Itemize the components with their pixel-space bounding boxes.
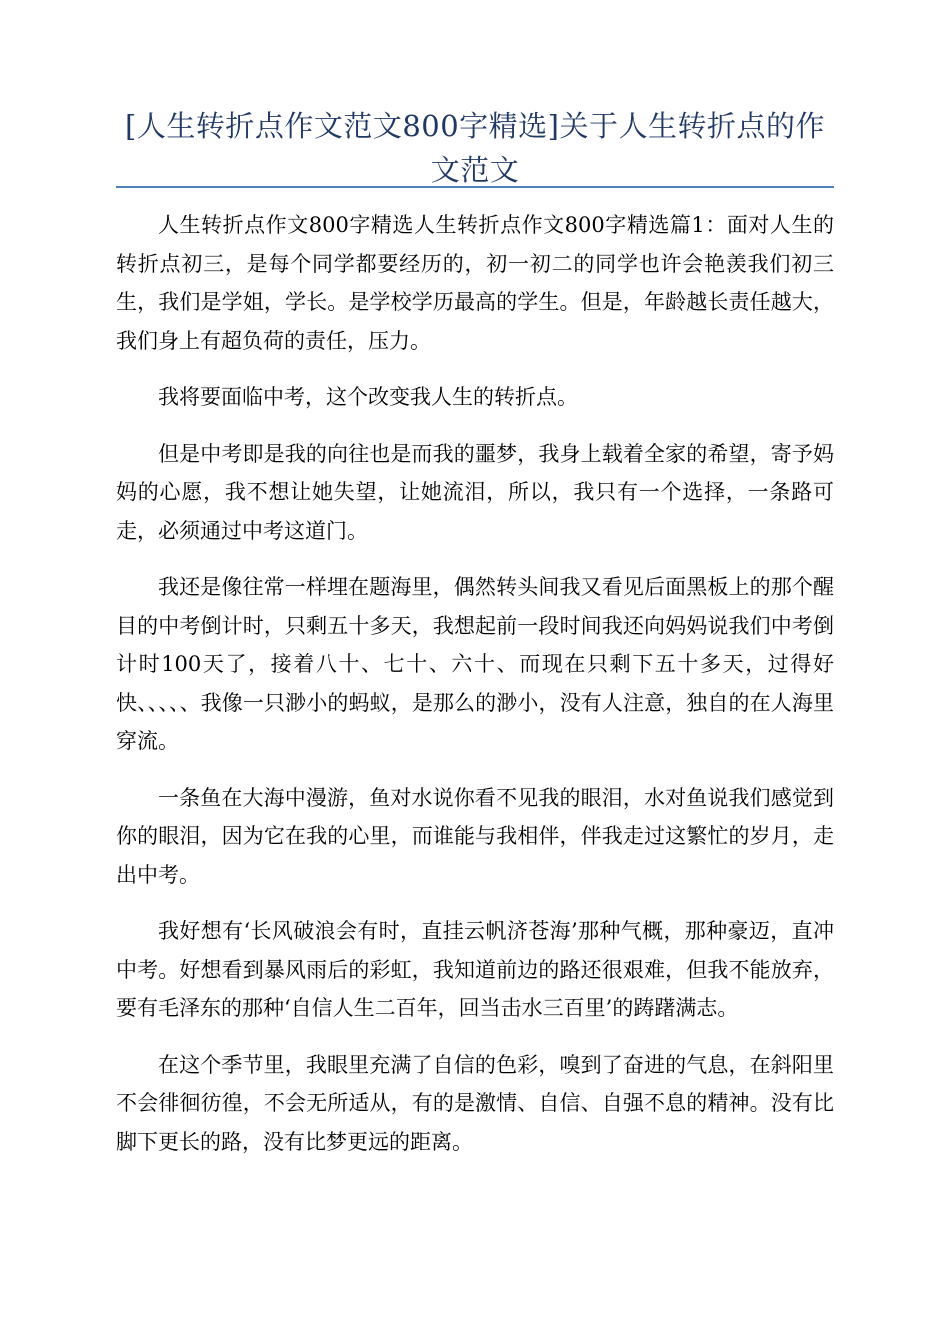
paragraph-4: 我还是像往常一样埋在题海里，偶然转头间我又看见后面黑板上的那个醒目的中考倒计时，只剩五十多天，我想起前一段时间我还向妈妈说我们中考倒计时100天了，接着八十、七十、六十、而现在只剩下五十多天，过得好快、、、、、我像一只渺小的蚂蚁，是那么的渺小，没有人注意，独自的在人海里穿流。 — [116, 575, 834, 753]
paragraph-2: 我将要面临中考，这个改变我人生的转折点。 — [158, 385, 578, 409]
paragraph-7: 在这个季节里，我眼里充满了自信的色彩，嗅到了奋进的气息，在斜阳里不会徘徊彷徨，不会无所适从，有的是激情、自信、自强不息的精神。没有比脚下更长的路，没有比梦更远的距离。 — [116, 1052, 834, 1154]
title-block — [116, 104, 834, 192]
title-underline — [116, 186, 834, 188]
document-body — [116, 206, 834, 1179]
paragraph-6: 我好想有‘长风破浪会有时，直挂云帆济苍海’那种气概，那种豪迈，直冲中考。好想看到暴风雨后的彩虹，我知道前边的路还很艰难，但我不能放弃，要有毛泽东的那种‘自信人生二百年，回当击水三百里’的踌躇满志。 — [116, 919, 834, 1020]
paragraph-5: 一条鱼在大海中漫游，鱼对水说你看不见我的眼泪，水对鱼说我们感觉到你的眼泪，因为它在我的心里，而谁能与我相伴，伴我走过这繁忙的岁月，走出中考。 — [116, 785, 834, 887]
document-title: [人生转折点作文范文800字精选]关于人生转折点的作文范文 — [125, 109, 825, 187]
paragraph-1: 人生转折点作文800字精选人生转折点作文800字精选篇1：面对人生的转折点初三，是每个同学都要经历的，初一初二的同学也许会艳羡我们初三生，我们是学姐，学长。是学校学历最高的学生。但是，年龄越长责任越大，我们身上有超负荷的责任，压力。 — [116, 213, 834, 353]
paragraph-3: 但是中考即是我的向往也是而我的噩梦，我身上载着全家的希望，寄予妈妈的心愿，我不想让她失望，让她流泪，所以，我只有一个选择，一条路可走，必须通过中考这道门。 — [116, 441, 834, 543]
